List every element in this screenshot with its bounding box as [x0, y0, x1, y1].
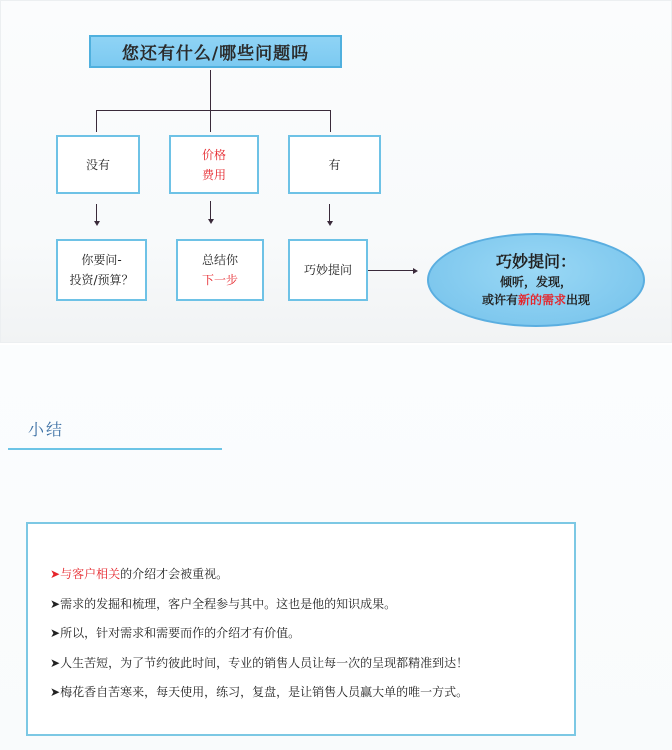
bullet-arrow-icon: ➤: [50, 655, 61, 670]
result-box-clever-question: [288, 239, 368, 301]
bullet-2-text: 需求的发掘和梳理，客户全程参与其中。这也是他的知识成果。: [60, 596, 397, 611]
callout-line-3: [482, 291, 590, 309]
summary-title: 小结: [28, 420, 65, 439]
arrow-head-down-3: [327, 221, 333, 226]
callout-line-2: 倾听，发现，: [499, 275, 572, 289]
arrow-down-3: [329, 204, 330, 222]
summary-box: [26, 522, 576, 736]
bullet-4-text: 人生苦短，为了节约彼此时间，专业的销售人员让每一次的呈现都精准到达！: [60, 655, 469, 670]
result-box-next-step: [176, 239, 264, 301]
arrow-right: [368, 270, 414, 271]
summary-bullet-3: [50, 619, 574, 649]
arrow-head-right: [413, 268, 418, 274]
connector-branch-1: [96, 110, 97, 132]
branch-label-price-1: 价格: [201, 147, 226, 162]
summary-bullet-2: [50, 590, 574, 620]
summary-title-underline: [8, 448, 222, 450]
arrow-head-down-1: [94, 221, 100, 226]
root-question-label: 您还有什么/哪些问题吗: [121, 44, 310, 64]
result-label-2b: 下一步: [201, 273, 238, 287]
arrow-down-2: [210, 201, 211, 220]
result-label-1a: 你要问-: [81, 253, 122, 267]
connector-branch-2: [210, 110, 211, 132]
result-box-ask-budget: [56, 239, 147, 301]
bullet-arrow-icon: ➤: [50, 626, 61, 640]
branch-box-price: [169, 135, 259, 194]
summary-bullet-4: [50, 649, 574, 679]
result-label-2a: 总结你: [201, 253, 238, 267]
callout-line-3-highlight: 新的需求: [517, 293, 566, 307]
connector-horizontal: [96, 110, 331, 111]
connector-root-down: [210, 70, 211, 110]
callout-title: 巧妙提问：: [495, 252, 576, 271]
result-label-1b: 投资/预算？: [69, 273, 134, 287]
bullet-arrow-icon: ➤: [50, 596, 61, 611]
branch-label-no: 没有: [85, 157, 110, 172]
connector-branch-3: [330, 110, 331, 132]
arrow-head-down-2: [208, 219, 214, 224]
summary-bullet-1: [50, 560, 574, 590]
branch-box-no: [56, 135, 140, 194]
callout-ellipse: [427, 233, 645, 327]
bullet-arrow-icon: ➤: [50, 567, 61, 581]
summary-slide: [0, 345, 672, 750]
bullet-1-text: 的介绍才会被重视。: [120, 567, 229, 581]
branch-label-yes: 有: [328, 157, 341, 172]
bullet-3-text: 所以，针对需求和需要而作的介绍才有价值。: [60, 626, 301, 640]
flowchart-slide: [0, 0, 672, 343]
callout-line-3-post: 出现: [566, 293, 591, 307]
summary-bullet-5: [50, 678, 574, 708]
branch-box-yes: [288, 135, 381, 194]
callout-line-3-pre: 或许有: [481, 293, 518, 307]
bullet-5-text: 梅花香自苦寒来，每天使用，练习，复盘，是让销售人员赢大单的唯一方式。: [60, 685, 469, 699]
bullet-arrow-icon: ➤: [50, 685, 61, 699]
bullet-1-red: 与客户相关: [60, 567, 121, 581]
root-question-box: [89, 35, 342, 68]
branch-label-price-2: 费用: [201, 167, 226, 182]
result-label-3: 巧妙提问: [303, 263, 352, 277]
arrow-down-1: [96, 204, 97, 222]
